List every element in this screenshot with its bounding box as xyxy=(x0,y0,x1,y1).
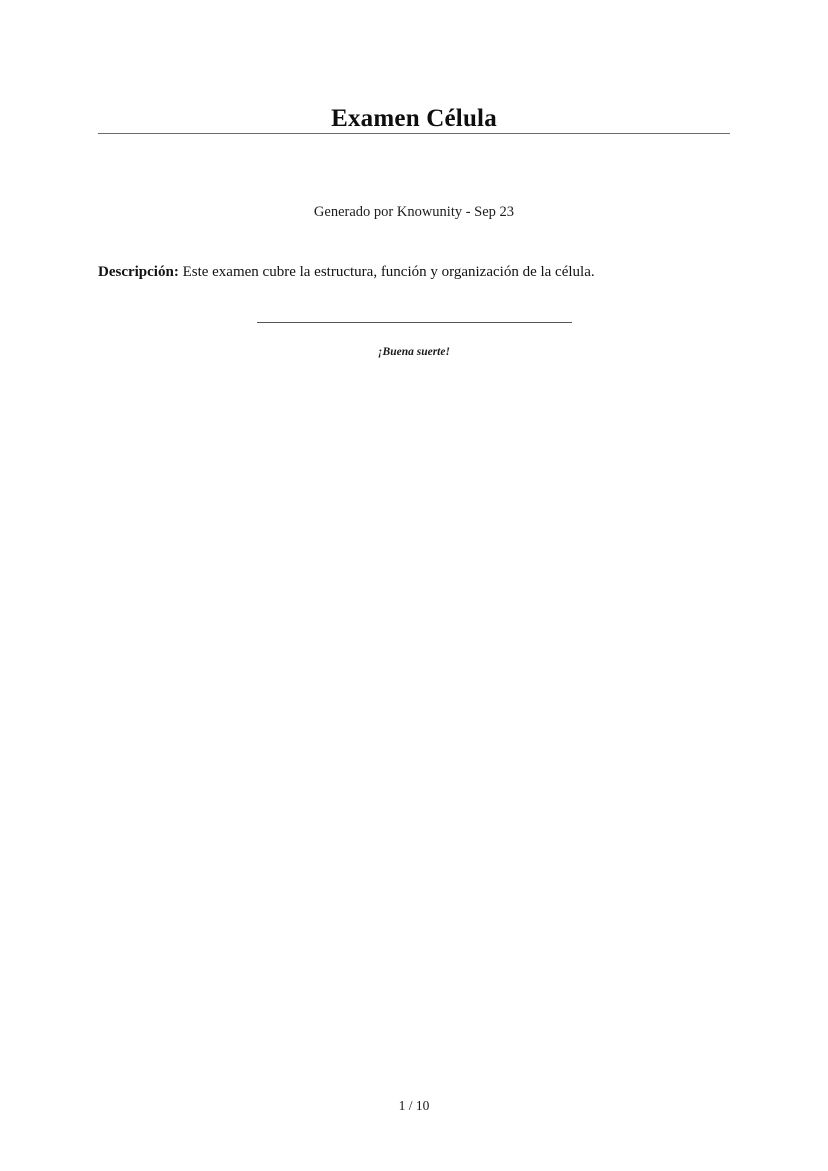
generated-by-text: Generado por Knowunity - Sep 23 xyxy=(313,204,515,220)
title-divider xyxy=(98,133,730,134)
description-label: Descripción: xyxy=(98,264,179,280)
description-block xyxy=(98,262,730,283)
description-text: Este examen cubre la estructura, función y organización de la célula. xyxy=(182,264,595,280)
page-number: 1 / 10 xyxy=(398,1098,430,1113)
good-luck-note: ¡Buena suerte! xyxy=(378,346,450,358)
section-divider xyxy=(257,322,572,323)
page-title: Examen Célula xyxy=(331,104,497,132)
